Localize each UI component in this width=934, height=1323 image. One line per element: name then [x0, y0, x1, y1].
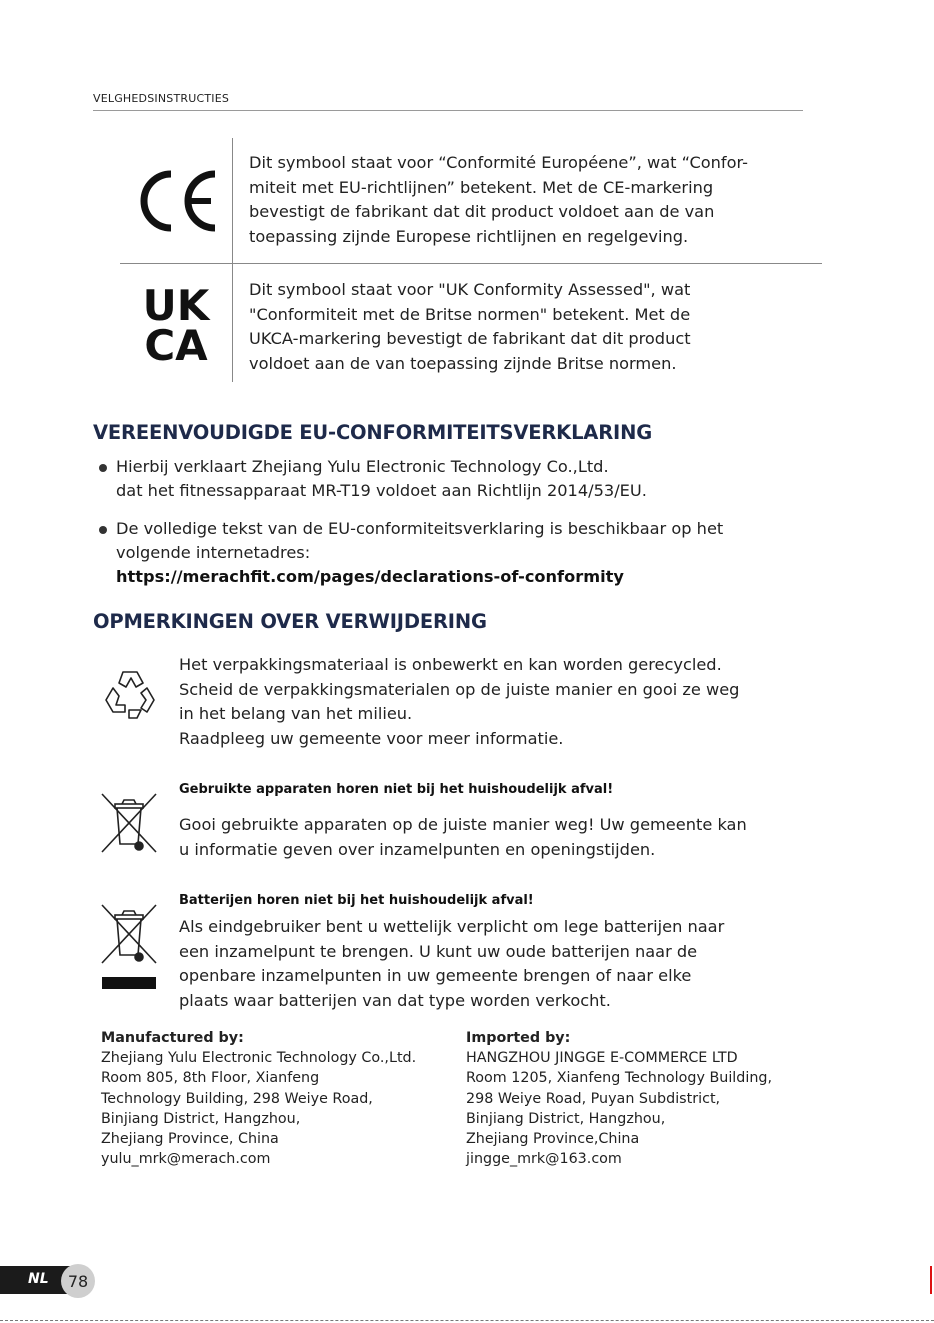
recycle-line: Het verpakkingsmateriaal is onbewerkt en kan worden gerecycled. [179, 655, 722, 674]
importer-label: Imported by: [466, 1030, 571, 1046]
manufacturer-line: Binjiang District, Hangzhou, [101, 1110, 301, 1127]
importer-line: Binjiang District, Hangzhou, [466, 1110, 666, 1127]
weee-line: Gooi gebruikte apparaten op de juiste manier weg! Uw gemeente kan [179, 815, 747, 834]
battery-block [93, 893, 833, 1013]
recycle-text [179, 653, 829, 751]
ce-line: Dit symbool staat voor “Conformité Européene”, wat “Confor- [249, 153, 748, 172]
edge-mark [930, 1266, 932, 1294]
importer-line: Zhejiang Province,China [466, 1131, 640, 1148]
ukca-line: UKCA-markering bevestigt de fabrikant dat dit product [249, 329, 691, 348]
bullet-line: De volledige tekst van de EU-conformiteitsverklaring is beschikbaar op het [116, 519, 724, 538]
disposal-title: OPMERKINGEN OVER VERWIJDERING [93, 610, 487, 633]
ce-line: toepassing zijnde Europese richtlijnen en regelgeving. [249, 226, 689, 246]
importer-line: 298 Weiye Road, Puyan Subdistrict, [466, 1090, 721, 1107]
bullet-line: volgende internetadres: [116, 543, 311, 562]
bullet-line: dat het fitnessapparaat MR-T19 voldoet aan Richtlijn 2014/53/EU. [116, 481, 647, 500]
bullet-line: Hierbij verklaart Zhejiang Yulu Electronic Technology Co.,Ltd. [116, 457, 609, 476]
declaration-url-link[interactable]: https://merachfit.com/pages/declarations-of-conformity [116, 567, 624, 586]
battery-line: plaats waar batterijen van dat type worden verkocht. [179, 990, 611, 1010]
ukca-line: voldoet aan de van toepassing zijnde Britse normen. [249, 353, 677, 373]
running-header: VELGHEDSINSTRUCTIES [93, 92, 230, 105]
weee-heading: Gebruikte apparaten horen niet bij het huishoudelijk afval! [179, 782, 614, 797]
importer-line: Room 1205, Xianfeng Technology Building, [466, 1070, 773, 1087]
weee-line: u informatie geven over inzamelpunten en openingstijden. [179, 839, 656, 859]
manufacturer-line: Zhejiang Province, China [101, 1131, 279, 1148]
crossed-bin-bar-icon [98, 901, 168, 1001]
language-code: NL [28, 1271, 49, 1287]
ce-mark-icon [120, 138, 233, 264]
manufacturer-line: Technology Building, 298 Weiye Road, [101, 1090, 373, 1107]
recycle-icon [101, 666, 171, 730]
page-number: 78 [67, 1271, 89, 1291]
manufacturer-address [101, 1028, 416, 1169]
battery-line: een inzamelpunt te brengen. U kunt uw oude batterijen naar de [179, 941, 698, 961]
eu-declaration-title: VEREENVOUDIGDE EU-CONFORMITEITSVERKLARING [93, 421, 652, 444]
weee-block [93, 782, 833, 862]
crossed-bin-icon [98, 790, 168, 860]
header-rule [93, 110, 803, 111]
ukca-row [120, 264, 822, 382]
battery-line: openbare inzamelpunten in uw gemeente brengen of naar elke [179, 966, 692, 985]
ukca-mark-icon [120, 264, 233, 382]
ce-line: miteit met EU-richtlijnen” betekent. Met de CE-markering [249, 177, 714, 197]
importer-address [466, 1028, 772, 1169]
list-item [98, 455, 818, 503]
manufacturer-line: Room 805, 8th Floor, Xianfeng [101, 1070, 320, 1087]
recycle-block [93, 652, 833, 752]
recycle-line: in het belang van het milieu. [179, 704, 413, 723]
page-number-badge [61, 1264, 95, 1298]
ukca-description [233, 264, 691, 382]
manufacturer-line: Zhejiang Yulu Electronic Technology Co.,Ltd. [101, 1050, 417, 1067]
ukca-mark-bottom: CA [144, 321, 208, 364]
ukca-mark-top: UK [142, 282, 210, 330]
battery-text [179, 915, 829, 1013]
importer-email: jingge_mrk@163.com [466, 1151, 622, 1168]
list-item [98, 517, 818, 589]
ce-description [233, 138, 748, 264]
weee-text [179, 813, 829, 862]
manufacturer-email: yulu_mrk@merach.com [101, 1151, 271, 1168]
eu-declaration-list [98, 455, 818, 589]
ukca-line: "Conformiteit met de Britse normen" betekent. Met de [249, 304, 691, 324]
ukca-line: Dit symbool staat voor "UK Conformity Assessed", wat [249, 280, 691, 299]
manufacturer-label: Manufactured by: [101, 1030, 244, 1046]
battery-line: Als eindgebruiker bent u wettelijk verplicht om lege batterijen naar [179, 917, 725, 936]
ce-row [120, 138, 822, 264]
battery-heading: Batterijen horen niet bij het huishoudelijk afval! [179, 893, 534, 908]
importer-line: HANGZHOU JINGGE E-COMMERCE LTD [466, 1050, 738, 1067]
recycle-line: Scheid de verpakkingsmaterialen op de juiste manier en gooi ze weg [179, 679, 740, 699]
ce-line: bevestigt de fabrikant dat dit product voldoet aan de van [249, 202, 715, 221]
conformity-symbols-table [120, 138, 822, 382]
bottom-dashed-rule [0, 1320, 934, 1321]
recycle-line: Raadpleeg uw gemeente voor meer informatie. [179, 728, 564, 748]
